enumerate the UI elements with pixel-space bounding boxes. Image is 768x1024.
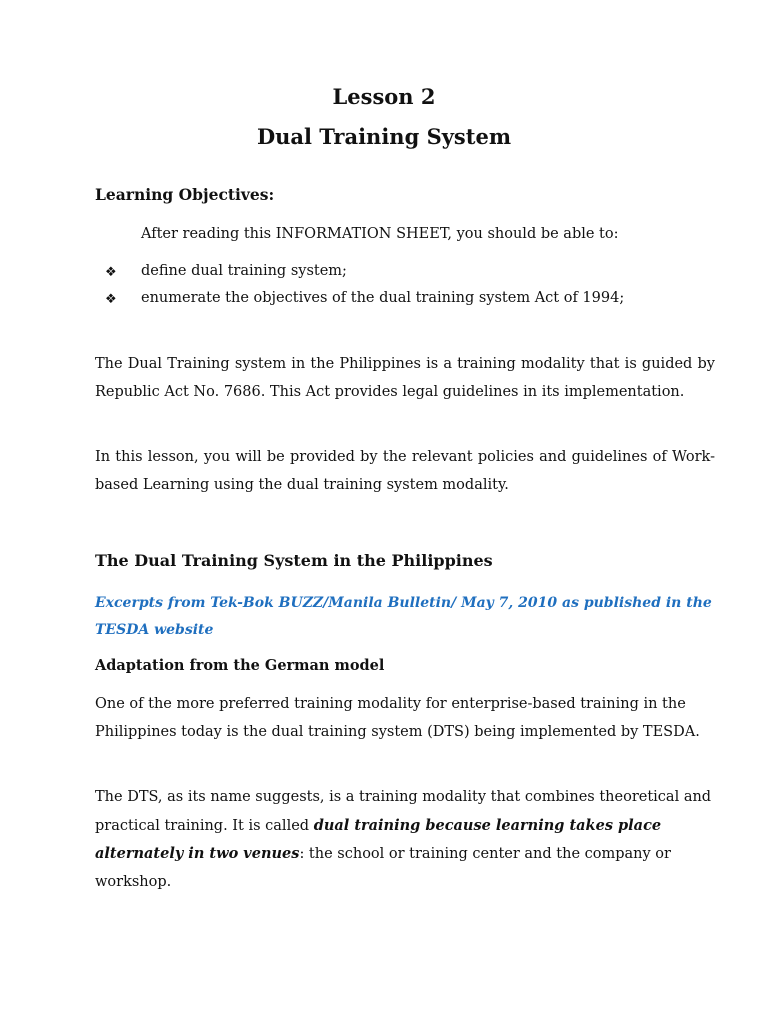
section-heading: The Dual Training System in the Philippines bbox=[95, 551, 493, 570]
list-item bbox=[105, 290, 745, 317]
subheading: Adaptation from the German model bbox=[95, 657, 385, 674]
objectives-heading: Learning Objectives: bbox=[95, 185, 275, 204]
lesson-number: Lesson 2 bbox=[332, 84, 436, 109]
paragraph-dts-definition bbox=[95, 784, 715, 896]
paragraph-lesson-scope: In this lesson, you will be provided by the relevant policies and guidelines of Work-based Learning using the dual training system modality. bbox=[95, 449, 715, 493]
diamond-bullet-icon: ❖ bbox=[105, 292, 117, 307]
excerpt-source: Excerpts from Tek-Bok BUZZ/Manila Bulletin/ May 7, 2010 as published in the TESDA website bbox=[95, 595, 712, 638]
objectives-list bbox=[105, 263, 745, 317]
lesson-title: Dual Training System bbox=[256, 124, 512, 149]
list-item bbox=[105, 263, 745, 290]
paragraph-dts-preferred: One of the more preferred training modality for enterprise-based training in the Philippines today is the dual training system (DTS) being implemented by TESDA. bbox=[95, 696, 700, 740]
paragraph-text: The DTS, as its name suggests, is a training modality that combines theoretical and practical training. It is called bbox=[95, 789, 712, 834]
list-item-text: enumerate the objectives of the dual training system Act of 1994; bbox=[141, 290, 625, 306]
diamond-bullet-icon: ❖ bbox=[105, 265, 117, 280]
paragraph-intro: The Dual Training system in the Philippines is a training modality that is guided by Republic Act No. 7686. This Act provides legal guidelines in its implementation. bbox=[95, 356, 715, 400]
paragraph-text: : the school or training center and the company or workshop. bbox=[95, 846, 671, 890]
list-item-text: define dual training system; bbox=[141, 263, 347, 279]
objectives-intro: After reading this INFORMATION SHEET, you should be able to: bbox=[141, 226, 619, 242]
emphasis-text: dual training because learning takes place alternately in two venues bbox=[95, 816, 662, 862]
